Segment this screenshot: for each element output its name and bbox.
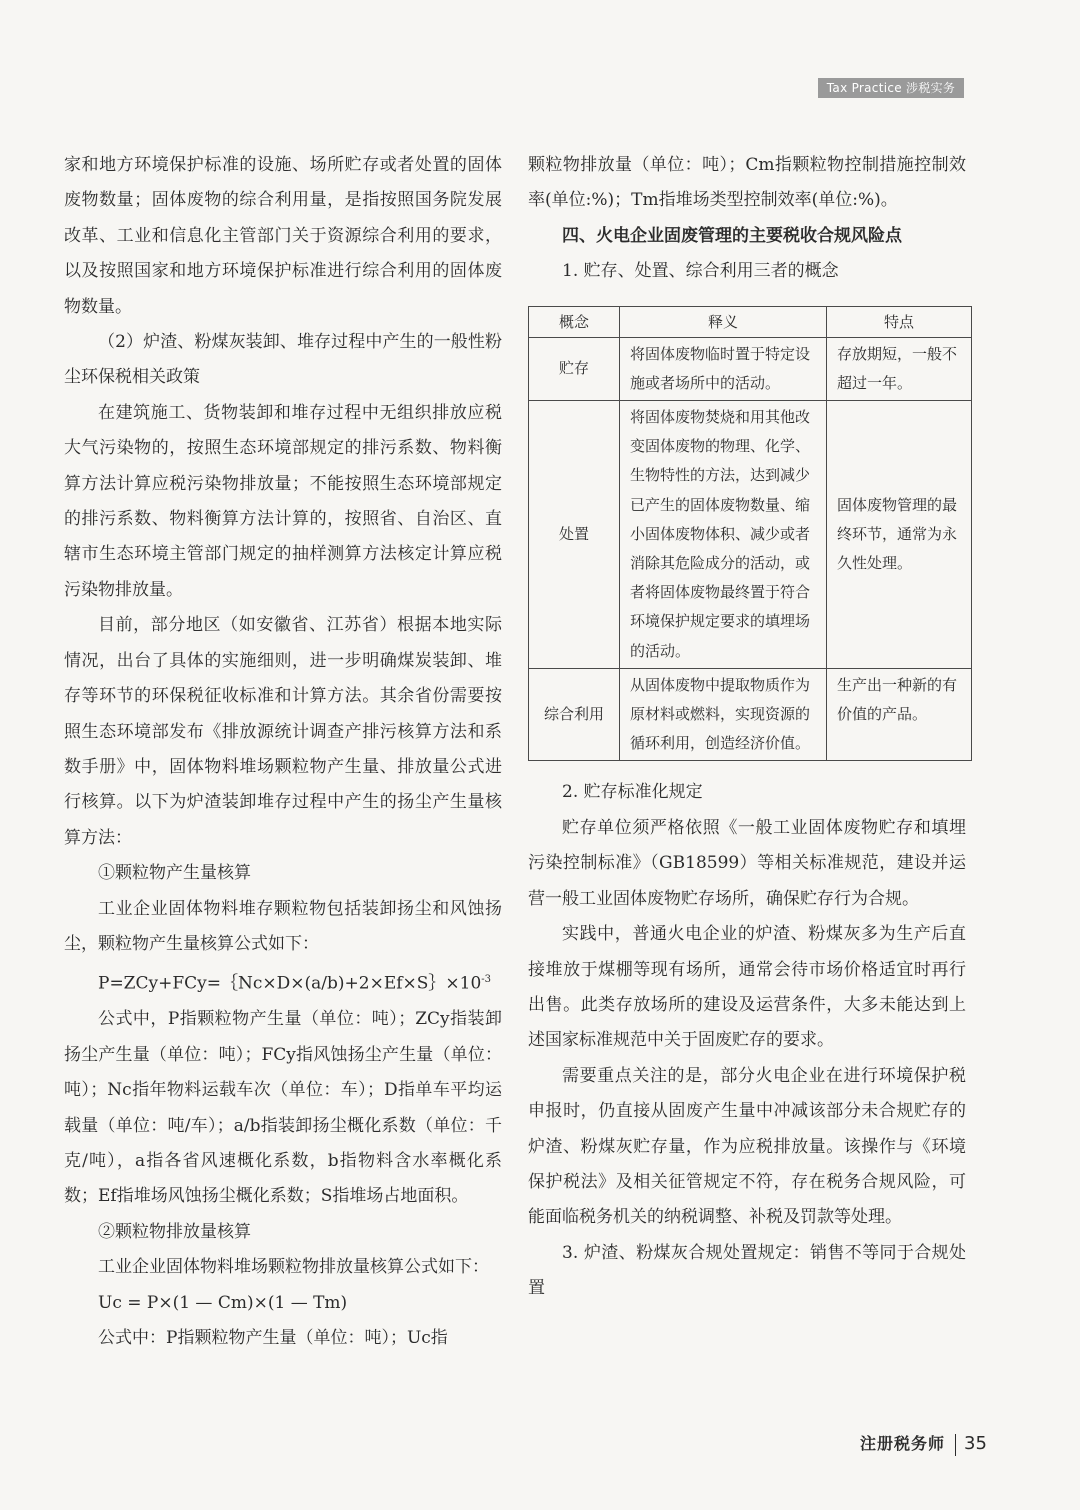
subheading: ②颗粒物排放量核算 (98, 1221, 251, 1242)
page-footer (860, 1432, 987, 1456)
left-column (64, 148, 502, 1356)
table-header: 特点 (827, 306, 972, 337)
paragraph: 颗粒物排放量（单位：吨）；Cm指颗粒物控制措施控制效率(单位:%)；Tm指堆场类型控制效率(单位:%)。 (528, 155, 966, 211)
subheading: 2. 贮存标准化规定 (562, 782, 703, 803)
paragraph: 公式中，P指颗粒物产生量（单位：吨）；ZCy指装卸扬尘产生量（单位：吨）；FCy指风蚀扬尘产生量（单位：吨）；Nc指年物料运载车次（单位：车）；D指单车平均运载量（单位：吨/车）；a/b指装卸扬尘概化系数（单位：千克/吨），a指各省风速概化系数，b指物料含水率概化系数；Ef指堆场风蚀扬尘概化系数；S指堆场占地面积。 (64, 1009, 502, 1207)
table-cell-feature: 存放期短，一般不超过一年。 (827, 337, 972, 400)
subheading: ①颗粒物产生量核算 (98, 863, 251, 884)
table-row (529, 668, 972, 761)
table-cell-definition: 将固体废物焚烧和用其他改变固体废物的物理、化学、生物特性的方法，达到减少已产生的固体废物数量、缩小固体废物体积、减少或者消除其危险成分的活动，或者将固体废物最终置于符合环境保护规定要求的填埋场的活动。 (620, 401, 827, 669)
paragraph: 公式中：P指颗粒物产生量（单位：吨）；Uc指 (98, 1328, 448, 1349)
concepts-table (528, 306, 972, 762)
table-cell-definition: 从固体废物中提取物质作为原材料或燃料，实现资源的循环利用，创造经济价值。 (620, 668, 827, 761)
right-column (528, 148, 966, 1307)
paragraph: 贮存单位须严格依照《一般工业固体废物贮存和填埋污染控制标准》（GB18599）等相关标准规范，建设并运营一般工业固体废物贮存场所，确保贮存行为合规。 (528, 817, 966, 909)
table-cell-concept: 处置 (529, 401, 620, 669)
table-header: 释义 (620, 306, 827, 337)
page-number: 35 (964, 1433, 987, 1454)
subheading: 3. 炉渣、粉煤灰合规处置规定：销售不等同于合规处置 (528, 1242, 966, 1299)
table-header: 概念 (529, 306, 620, 337)
paragraph: 需要重点关注的是，部分火电企业在进行环境保护税申报时，仍直接从固废产生量中冲减该部分未合规贮存的炉渣、粉煤灰贮存量，作为应税排放量。该操作与《环境保护税法》及相关征管规定不符，存在税务合规风险，可能面临税务机关的纳税调整、补税及罚款等处理。 (528, 1065, 966, 1228)
table-cell-feature: 生产出一种新的有价值的产品。 (827, 668, 972, 761)
paragraph: 家和地方环境保护标准的设施、场所贮存或者处置的固体废物数量；固体废物的综合利用量，是指按照国务院发展改革、工业和信息化主管部门关于资源综合利用的要求，以及按照国家和地方环境保护标准进行综合利用的固体废物数量。 (64, 155, 502, 317)
table-header-row (529, 306, 972, 337)
section-badge: Tax Practice 涉税实务 (818, 78, 964, 98)
paragraph: 工业企业固体物料堆存颗粒物包括装卸扬尘和风蚀扬尘，颗粒物产生量核算公式如下： (64, 898, 502, 954)
table-cell-concept: 综合利用 (529, 668, 620, 761)
table-row (529, 337, 972, 400)
table-cell-concept: 贮存 (529, 337, 620, 400)
subheading: 1. 贮存、处置、综合利用三者的概念 (562, 261, 839, 282)
paragraph: 实践中，普通火电企业的炉渣、粉煤灰多为生产后直接堆放于煤棚等现有场所，通常会待市场价格适宜时再行出售。此类存放场所的建设及运营条件，大多未能达到上述国家标准规范中关于固废贮存的要求。 (528, 924, 966, 1051)
paragraph: 目前，部分地区（如安徽省、江苏省）根据本地实际情况，出台了具体的实施细则，进一步明确煤炭装卸、堆存等环节的环保税征收标准和计算方法。其余省份需要按照生态环境部发布《排放源统计调查产排污核算方法和系数手册》中，固体物料堆场颗粒物产生量、排放量公式进行核算。以下为炉渣装卸堆存过程中产生的扬尘产生量核算方法： (64, 615, 502, 848)
paragraph: 工业企业固体物料堆场颗粒物排放量核算公式如下： (98, 1257, 489, 1278)
paragraph: 在建筑施工、货物装卸和堆存过程中无组织排放应税大气污染物的，按照生态环境部规定的排污系数、物料衡算方法计算应税污染物排放量；不能按照生态环境部规定的排污系数、物料衡算方法计算的，按照省、自治区、直辖市生态环境主管部门规定的抽样测算方法核定计算应税污染物排放量。 (64, 402, 502, 600)
formula-emission: Uc = P×(1 — Cm)×(1 — Tm) (98, 1292, 348, 1313)
formula-text: P=ZCy+FCy=｛Nc×D×(a/b)+2×Ef×S｝×10 (98, 974, 482, 994)
table-cell-feature: 固体废物管理的最终环节，通常为永久性处理。 (827, 401, 972, 669)
journal-name: 注册税务师 (860, 1434, 946, 1453)
table-row (529, 401, 972, 669)
formula-production (64, 962, 502, 1002)
footer-divider (955, 1434, 956, 1456)
table-cell-definition: 将固体废物临时置于特定设施或者场所中的活动。 (620, 337, 827, 400)
subheading: （2）炉渣、粉煤灰装卸、堆存过程中产生的一般性粉尘环保税相关政策 (64, 332, 502, 388)
section-heading: 四、火电企业固废管理的主要税收合规风险点 (562, 225, 902, 246)
formula-exponent: -3 (481, 974, 492, 986)
